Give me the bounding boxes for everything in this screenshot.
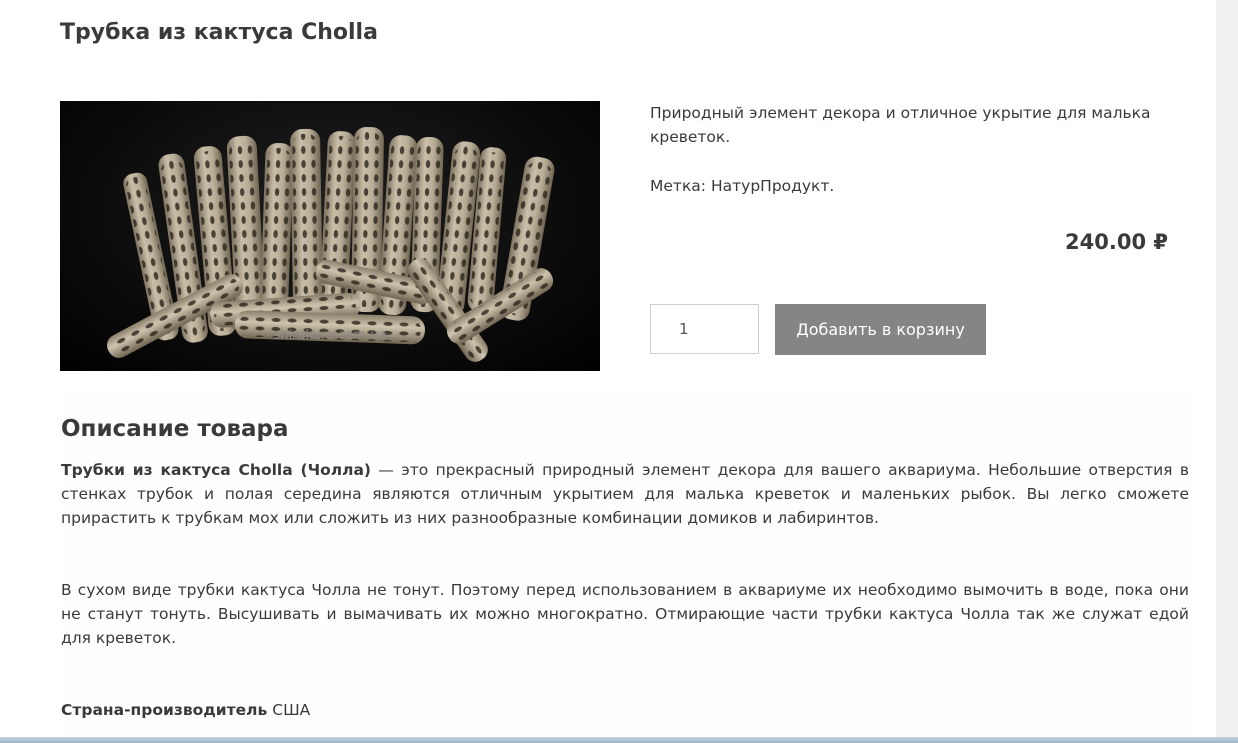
tag-label: Метка: xyxy=(650,177,707,195)
country-value: США xyxy=(267,701,311,719)
description-paragraph-1 xyxy=(61,458,1189,530)
product-price: 240.00 ₽ xyxy=(1065,230,1168,254)
tag-link[interactable]: НатурПродукт xyxy=(710,177,830,195)
cholla-tubes-illustration xyxy=(60,101,600,371)
description-paragraph-2: В сухом виде трубки кактуса Чолла не тонут. Поэтому перед использованием в аквариуме их необходимо вымочить в воде, пока они не станут тонуть. Высушивать и вымачивать их можно многократно. Отмирающие части трубки кактуса Чолла так же служат едой для креветок. xyxy=(61,581,1189,647)
window-bottom-edge xyxy=(0,737,1238,743)
scroll-gutter xyxy=(1216,0,1238,743)
quantity-input[interactable] xyxy=(650,304,759,354)
tag-suffix: . xyxy=(829,177,835,195)
add-to-cart-button[interactable]: Добавить в корзину xyxy=(775,304,986,355)
description-section xyxy=(60,392,1190,737)
country-of-origin xyxy=(61,698,310,722)
description-bold-lead: Трубки из кактуса Cholla (Чолла) xyxy=(61,461,371,479)
country-label: Страна-производитель xyxy=(61,701,268,719)
section-title: Описание товара xyxy=(61,416,289,442)
description-text-1: — это прекрасный природный элемент декора для вашего аквариума. Небольшие отверстия в стенках трубок и полая середина являются отличным укрытием для малька креветок и маленьких рыбок. Вы легко сможете прирастить к трубкам мох или сложить из них разнообразные комбинации домиков и лабиринтов. xyxy=(61,461,1189,527)
short-description: Природный элемент декора и отличное укрытие для малька креветок. xyxy=(650,104,1151,146)
product-image[interactable] xyxy=(60,101,600,371)
product-title: Трубка из кактуса Cholla xyxy=(60,20,378,45)
product-tag xyxy=(650,174,834,198)
image-watermark: shirakura.com.ua xyxy=(273,328,387,343)
